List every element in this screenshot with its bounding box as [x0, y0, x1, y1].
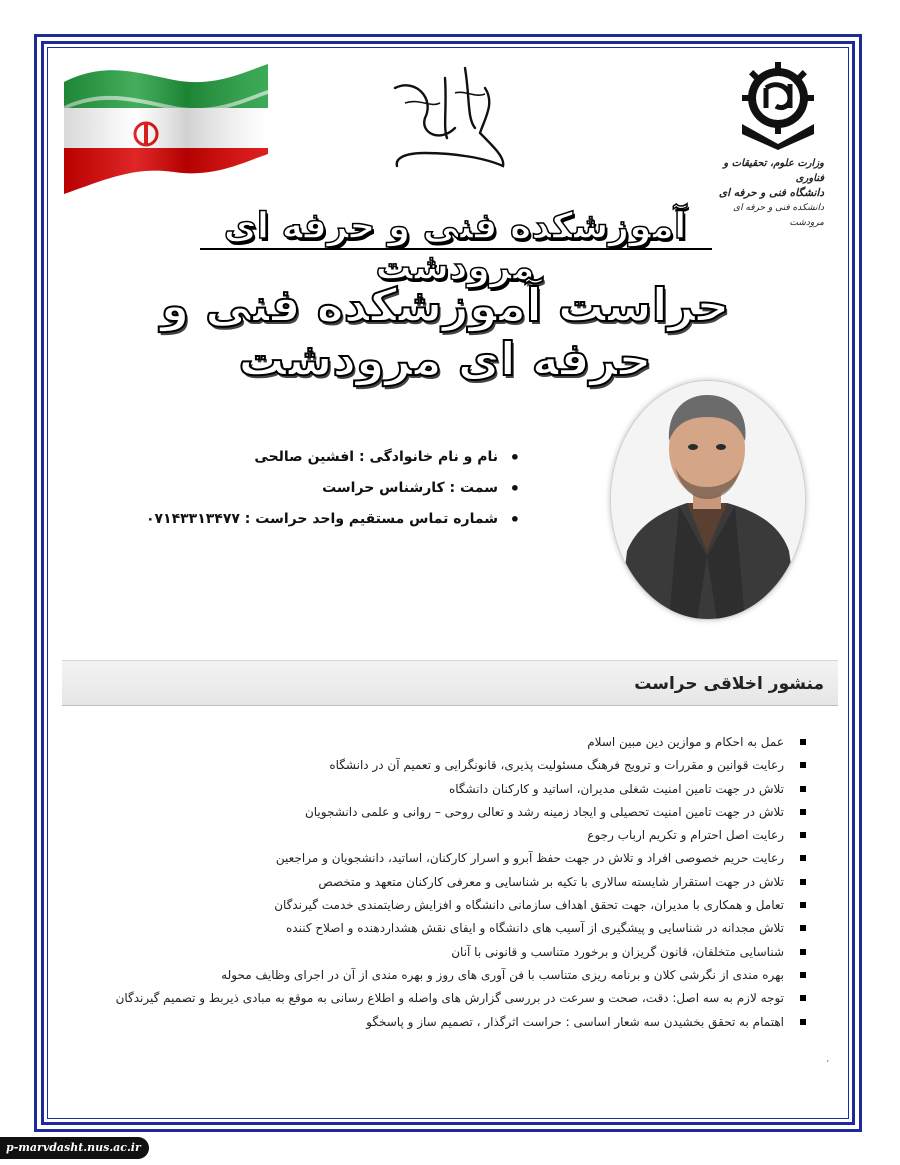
profile-photo-illustration [610, 381, 805, 620]
logo-caption-line-faculty: دانشکده فنی و حرفه ای مرودشت [733, 203, 824, 228]
logo-caption-line-ministry: وزارت علوم، تحقیقات و فناوری [723, 158, 824, 184]
charter-item: بهره مندی از نگرشی کلان و برنامه ریزی متناسب با فن آوری های روز و بهره مندی از آن در اجرای وظایف محوله [106, 964, 806, 987]
charter-item: رعایت قوانین و مقررات و ترویج فرهنگ مسئولیت پذیری، قانونگرایی و تعمیم آن در دانشگاه [106, 754, 806, 777]
institution-title: آموزشکده فنی و حرفه ای مرودشت [223, 206, 687, 288]
charter-item: عمل به احکام و موازین دین مبین اسلام [106, 731, 806, 754]
charter-title: منشور اخلاقی حراست [634, 674, 824, 694]
charter-item: شناسایی متخلفان، قانون گریزان و برخورد متناسب و قانونی با آنان [106, 941, 806, 964]
profile-info-list [145, 442, 520, 535]
charter-item: تلاش در جهت تامین امنیت تحصیلی و ایجاد زمینه رشد و تعالی روحی – روانی و علمی دانشجویان [106, 801, 806, 824]
charter-item: تلاش مجدانه در شناسایی و پیشگیری از آسیب های دانشگاه و ایفای نقش هشداردهنده و اصلاح کننده [106, 917, 806, 940]
university-logo-image [738, 62, 818, 150]
profile-position: • سمت : کارشناس حراست [160, 473, 520, 504]
charter-item: تلاش در جهت استقرار شایسته سالاری با تکیه بر شناسایی و معرفی کارکنان متعهد و متخصص [106, 871, 806, 894]
bismillah-calligraphy [385, 58, 510, 170]
charter-item: توجه لازم به سه اصل: دقت، صحت و سرعت در بررسی گزارش های واصله و اطلاع رسانی به موقع به مبادی ذیربط و تصمیم گیرندگان [106, 987, 806, 1010]
profile-name: • نام و نام خانوادگی : افشین صالحی [160, 442, 520, 473]
footer-site-link[interactable]: p-marvdasht.nus.ac.ir [0, 1137, 149, 1159]
logo-caption-line-university: دانشگاه فنی و حرفه ای [718, 187, 824, 199]
charter-header-bar [62, 660, 838, 706]
iran-flag-image [64, 62, 268, 194]
profile-photo [610, 380, 806, 620]
charter-item: رعایت اصل احترام و تکریم ارباب رجوع [106, 824, 806, 847]
profile-phone: • شماره تماس مستقیم واحد حراست : ۰۷۱۴۳۳۱۳۴۷۷ [160, 504, 520, 535]
charter-item: تعامل و همکاری با مدیران، جهت تحقق اهداف سازمانی دانشگاه و افزایش رضایتمندی خدمت گیرندگان [106, 894, 806, 917]
charter-list [106, 731, 806, 1034]
charter-item: اهتمام به تحقق بخشیدن سه شعار اساسی : حراست اثرگذار ، تصمیم ساز و پاسخگو [106, 1011, 806, 1034]
charter-item: تلاش در جهت تامین امنیت شغلی مدیران، اساتید و کارکنان دانشگاه [106, 778, 806, 801]
charter-item: رعایت حریم خصوصی افراد و تلاش در جهت حفظ آبرو و اسرار کارکنان، اساتید، دانشجویان و مراجعین [106, 847, 806, 870]
ministry-logo-caption [718, 156, 824, 231]
institution-title-underline [200, 248, 712, 250]
page-corner-mark: ، [826, 1054, 830, 1065]
page-main-title: حراست آموزشکده فنی و حرفه ای مرودشت [160, 278, 730, 386]
